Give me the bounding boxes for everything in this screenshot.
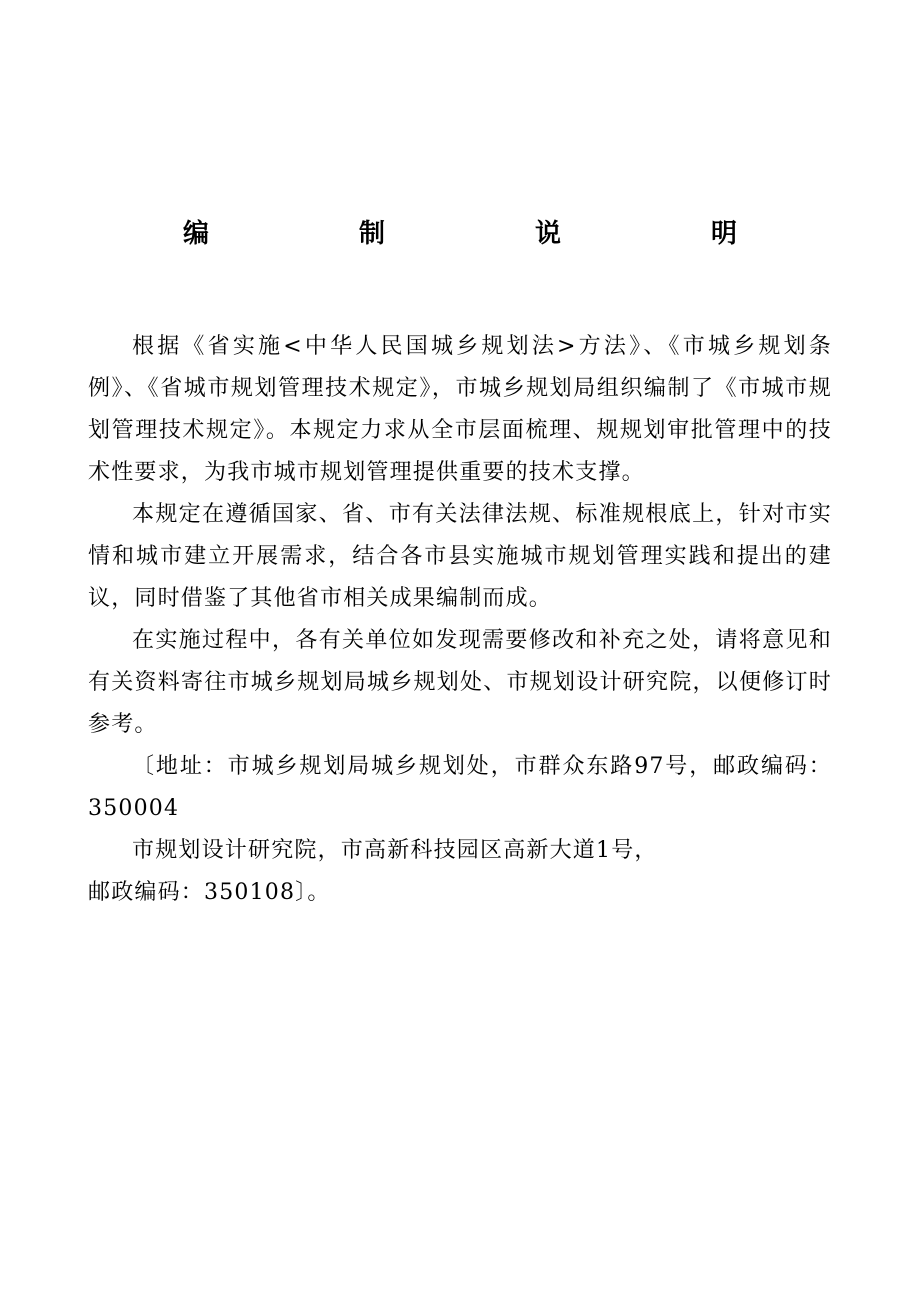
- paragraph-basis: 根据《省实施<中华人民国城乡规划法>方法》、《市城乡规划条例》、《省城市规划管理技术规定》，市城乡规划局组织编制了《市城市规划管理技术规定》。本规定力求从全市层面梳理、规规划审批管理中的技术性要求，为我市城市规划管理提供重要的技术支撑。: [88, 334, 832, 485]
- address-institute-line1: 市规划设计研究院，市高新科技园区高新大道1号，: [132, 838, 658, 863]
- paragraph-feedback: 在实施过程中，各有关单位如发现需要修改和补充之处，请将意见和有关资料寄往市城乡规划局城乡规划处、市规划设计研究院，以便修订时参考。: [88, 628, 832, 737]
- document-body: [88, 326, 832, 914]
- paragraph-address-bureau: 〔地址：市城乡规划局城乡规划处，市群众东路97号，邮政编码：350004: [88, 754, 832, 821]
- address-institute-line2: 邮政编码：350108〕。: [88, 880, 331, 905]
- paragraph-scope: 本规定在遵循国家、省、市有关法律法规、标准规根底上，针对市实情和城市建立开展需求，结合各市县实施城市规划管理实践和提出的建议，同时借鉴了其他省市相关成果编制而成。: [88, 502, 832, 611]
- page-title: 编 制 说 明: [182, 219, 799, 249]
